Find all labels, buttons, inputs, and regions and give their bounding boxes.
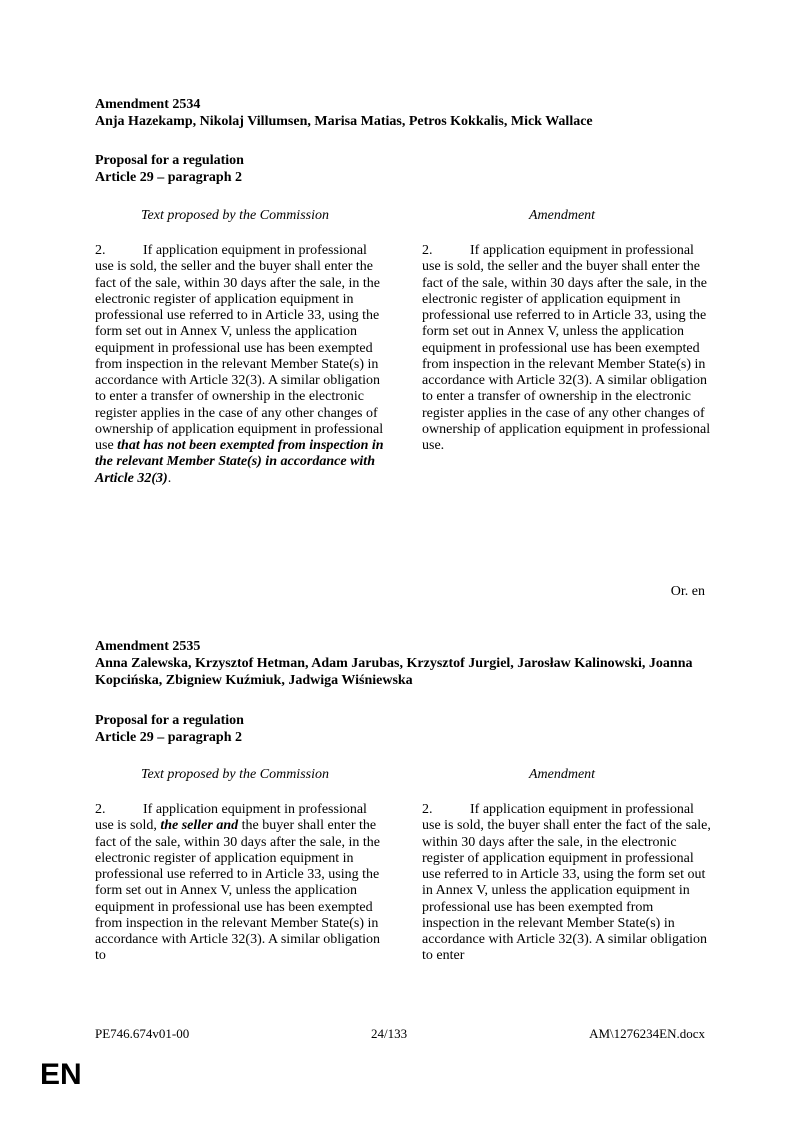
deleted-text: that has not been exempted from inspection in the relevant Member State(s) in accordance with Article 32(3): [95, 438, 384, 486]
file-name: AM\1276234EN.docx: [589, 1026, 705, 1041]
paragraph-number: 2.: [95, 802, 106, 817]
paragraph-text-rest: the buyer shall enter the fact of the sale, within 30 days after the sale, in the electronic register of application equipment in professional use referred to in Article 33, using the form set out in Annex V, unless the application equipment in professional use has been exempted from inspection in the relevant Member State(s) in accordance with Article 32(3). A similar obligation to: [95, 818, 380, 964]
paragraph-number: 2.: [422, 243, 433, 258]
article-reference: Article 29 – paragraph 2: [95, 730, 242, 745]
amendment-heading: [95, 638, 695, 689]
language-code: EN: [40, 1058, 82, 1091]
amendment-authors: Anja Hazekamp, Nikolaj Villumsen, Marisa Matias, Petros Kokkalis, Mick Wallace: [95, 114, 593, 129]
commission-text: [95, 243, 385, 487]
left-column-header: Text proposed by the Commission: [141, 208, 329, 223]
document-reference: PE746.674v01-00: [95, 1026, 190, 1041]
proposal-title: Proposal for a regulation: [95, 153, 244, 168]
article-reference: Article 29 – paragraph 2: [95, 170, 242, 185]
proposal-reference: [95, 712, 244, 746]
paragraph-text: If application equipment in professional use is sold, the seller and the buyer shall enter the fact of the sale, within 30 days after the sale, in the electronic register of application equipment in professional use referred to in Article 33, using the form set out in Annex V, unless the application equipment in professional use has been exempted from inspection in the relevant Member State(s) in accordance with Article 32(3). A similar obligation to enter a transfer of ownership in the electronic register applies in the case of any other changes of ownership of application equipment in professional use.: [422, 243, 711, 453]
proposal-title: Proposal for a regulation: [95, 713, 244, 728]
amendment-number: Amendment 2535: [95, 639, 201, 654]
paragraph-text: If application equipment in professional use is sold, the seller and the buyer shall enter the fact of the sale, within 30 days after the sale, in the electronic register of application equipment in professional use referred to in Article 33, using the form set out in Annex V, unless the application equipment in professional use has been exempted from inspection in the relevant Member State(s) in accordance with Article 32(3). A similar obligation to enter a transfer of ownership in the electronic register applies in the case of any other changes of ownership of application equipment in professional use: [95, 243, 384, 453]
paragraph-end: .: [167, 470, 172, 486]
right-column-header: Amendment: [528, 767, 596, 782]
paragraph-number: 2.: [422, 802, 433, 817]
proposal-reference: [95, 152, 244, 186]
original-language: Or. en: [670, 584, 705, 599]
amendment-heading: [95, 96, 593, 130]
paragraph-text-start: If application equipment in professional use is sold,: [95, 802, 367, 834]
right-column-header: Amendment: [528, 208, 596, 223]
amendment-authors: Anna Zalewska, Krzysztof Hetman, Adam Jarubas, Krzysztof Jurgiel, Jarosław Kalinowski, Joanna Kopcińska, Zbigniew Kuźmiuk, Jadwiga Wiśniewska: [95, 656, 693, 688]
amendment-text: [422, 243, 712, 454]
commission-text: [95, 802, 385, 965]
amendment-text: [422, 802, 712, 965]
amendment-number: Amendment 2534: [95, 97, 201, 112]
paragraph-text: If application equipment in professional use is sold, the buyer shall enter the fact of the sale, within 30 days after the sale, in the electronic register of application equipment in professional use referred to in Article 33, using the form set out in Annex V, unless the application equipment in professional use has been exempted from inspection in the relevant Member State(s) in accordance with Article 32(3). A similar obligation to enter: [422, 802, 711, 964]
page-number: 24/133: [371, 1026, 408, 1041]
paragraph-number: 2.: [95, 243, 106, 258]
deleted-text: the seller and: [160, 818, 239, 834]
left-column-header: Text proposed by the Commission: [141, 767, 329, 782]
